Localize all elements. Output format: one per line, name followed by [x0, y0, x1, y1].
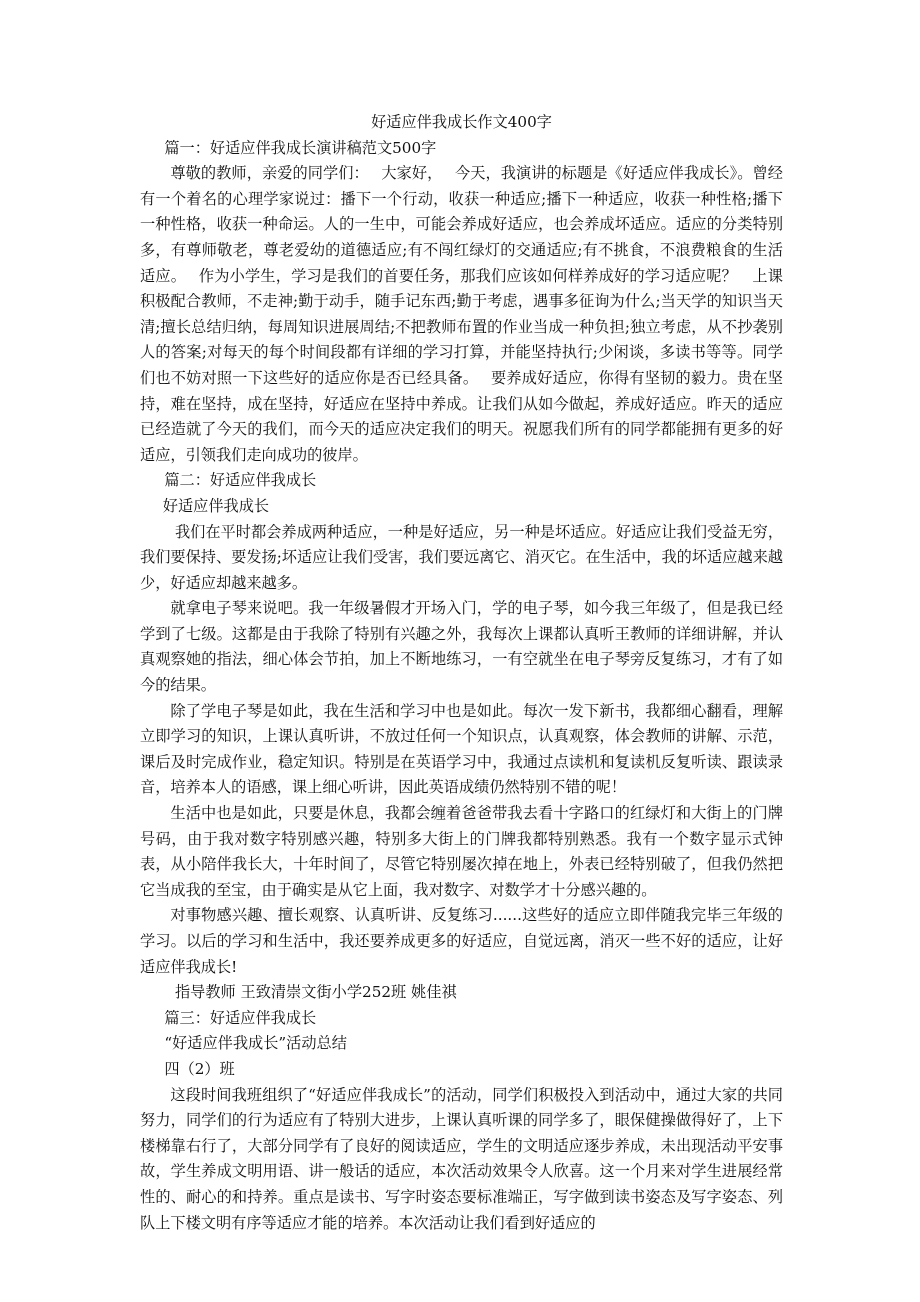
- document-title: 好适应伴我成长作文400字: [371, 113, 552, 131]
- paragraph: 篇三：好适应伴我成长: [164, 1008, 317, 1027]
- paragraph: 篇二：好适应伴我成长: [164, 471, 317, 490]
- paragraph: 就拿电子琴来说吧。我一年级暑假才开场入门，学的电子琴，如今我三年级了，但是我已经学到了七级。这都是由于我除了特别有兴趣之外，我每次上课都认真听王教师的详细讲解，并认真观察她的指法，细心体会节拍，加上不断地练习，一有空就坐在电子琴旁反复练习，才有了如今的结果。: [140, 599, 783, 695]
- paragraph: 四（2）班: [164, 1059, 235, 1078]
- paragraph: 好适应伴我成长: [162, 496, 270, 515]
- document-page: [140, 110, 783, 1236]
- paragraph: 指导教师 王致清崇文街小学252班 姚佳祺: [174, 983, 457, 1002]
- paragraph: “好适应伴我成长”活动总结: [164, 1034, 347, 1053]
- paragraph: 我们在平时都会养成两种适应，一种是好适应，另一种是坏适应。好适应让我们受益无穷，我们要保持、要发扬;坏适应让我们受害，我们要远离它、消灭它。在生活中，我的坏适应越来越少，好适应却越来越多。: [140, 522, 783, 592]
- paragraph: 除了学电子琴是如此，我在生活和学习中也是如此。每次一发下新书，我都细心翻看，理解立即学习的知识，上课认真听讲，不放过任何一个知识点，认真观察，体会教师的讲解、示范，课后及时完成作业，稳定知识。特别是在英语学习中，我通过点读机和复读机反复听读、跟读录音，培养本人的语感，课上细心听讲，因此英语成绩仍然特别不错的呢！: [140, 701, 783, 797]
- paragraph: 生活中也是如此，只要是休息，我都会缠着爸爸带我去看十字路口的红绿灯和大街上的门牌号码，由于我对数字特别感兴趣，特别多大街上的门牌我都特别熟悉。我有一个数字显示式钟表，从小陪伴我长大，十年时间了，尽管它特别屡次掉在地上，外表已经特别破了，但我仍然把它当成我的至宝，由于确实是从它上面，我对数字、对数学才十分感兴趣的。: [140, 804, 783, 899]
- paragraph: 对事物感兴趣、擅长观察、认真听讲、反复练习......这些好的适应立即伴随我完毕三年级的学习。以后的学习和生活中，我还要养成更多的好适应，自觉远离，消灭一些不好的适应，让好适应伴我成长!: [140, 906, 783, 976]
- document-body: [140, 136, 783, 1237]
- paragraph: 篇一：好适应伴我成长演讲稿范文500字: [164, 138, 437, 157]
- paragraph: 尊敬的教师，亲爱的同学们： 大家好， 今天，我演讲的标题是《好适应伴我成长》。曾经有一个着名的心理学家说过：播下一个行动，收获一种适应;播下一种适应，收获一种性格;播下一种性格，收获一种命运。人的一生中，可能会养成好适应，也会养成坏适应。适应的分类特别多，有尊师敬老，尊老爱幼的道德适应;有不闯红绿灯的交通适应;有不挑食，不浪费粮食的生活适应。 作为小学生，学习是我们的首要任务，那我们应该如何样养成好的学习适应呢？ 上课积极配合教师，不走神;勤于动手，随手记东西;勤于考虑，遇事多征询为什么;当天学的知识当天清;擅长总结归纳，每周知识进展周结;不把教师布置的作业当成一种负担;独立考虑，从不抄袭别人的答案;对每天的每个时间段都有详细的学习打算，并能坚持执行;少闲谈，多读书等等。同学们也不妨对照一下这些好的适应你是否已经具备。 要养成好适应，你得有坚韧的毅力。贵在坚持，难在坚持，成在坚持，好适应在坚持中养成。让我们从如今做起，养成好适应。昨天的适应已经造就了今天的我们，而今天的适应决定我们的明天。祝愿我们所有的同学都能拥有更多的好适应，引领我们走向成功的彼岸。: [140, 164, 783, 464]
- paragraph: 这段时间我班组织了“好适应伴我成长”的活动，同学们积极投入到活动中，通过大家的共同努力，同学们的行为适应有了特别大进步，上课认真听课的同学多了，眼保健操做得好了，上下楼梯靠右行了，大部分同学有了良好的阅读适应，学生的文明适应逐步养成，未出现活动平安事故，学生养成文明用语、讲一般话的适应，本次活动效果令人欣喜。这一个月来对学生进展经常性的、耐心的和持养。重点是读书、写字时姿态要标准端正，写字做到读书姿态及写字姿态、列队上下楼文明有序等适应才能的培养。本次活动让我们看到好适应的: [140, 1085, 783, 1232]
